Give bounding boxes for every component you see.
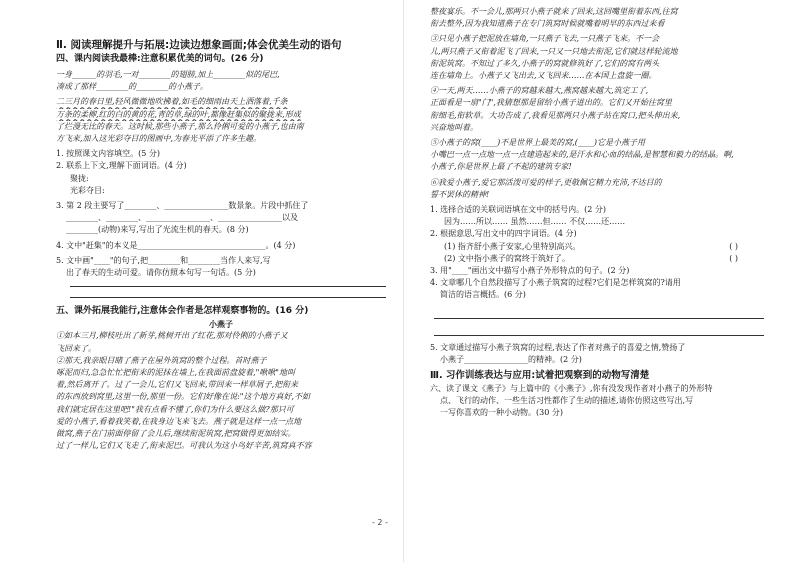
- right-column: [410, 0, 794, 562]
- question-3-line: ________、________、________________、________________以及: [66, 213, 298, 223]
- part-6-prompt-line: 点、飞行的动作、一些生活习性都作了生动的描述,请你仿照这些写出,写: [440, 396, 694, 406]
- story-line: 的东西放到窝里,这里一份,那里一份。它们好像在说:"这个地方真好,不如: [56, 392, 311, 402]
- right-question-4: 4. 文章哪几个自然段描写了小燕子筑窝的过程?它们是怎样筑窝的?请用: [430, 278, 681, 288]
- part-4-title: 四、课内阅读我最棒:注意积累优美的词句。(26 分): [56, 54, 264, 64]
- passage-line: 方飞来,加入这光彩夺目的图画中,为春光平添了许多生趣。: [56, 134, 262, 144]
- story-line: 衔细毛,衔软草。大功告成了,我看见那两只小燕子站在窝口,把头伸出来,: [430, 110, 681, 120]
- story-line: ①如本三月,柳枝吐出了新芽,桃树开出了红花,那对伶俐的小燕子又: [56, 331, 288, 341]
- passage-line: 万条的柔柳,红的白的黄的花,青的草,绿的叶,都像赶集似的聚拢来,形成: [56, 109, 301, 119]
- answer-line[interactable]: [70, 286, 386, 287]
- part-5-title: 五、课外拓展我能行,注意体会作者是怎样观察事物的。(16 分): [56, 306, 309, 317]
- question-4: 4. 文中"赶集"的本义是________________________________。(4 分): [56, 240, 296, 250]
- story-line: 做窝,燕子在门前面停留了会儿后,继续衔泥筑窝,把窝做得更加结实。: [56, 429, 296, 439]
- question-2-word-1: 聚拢:: [70, 173, 89, 183]
- story-line: 儿,两只燕子又衔着泥飞了回来,一只又一只地去衔泥,它们就这样轮流地: [430, 46, 678, 56]
- story-line: 连在墙角上。小燕子又飞出去,又飞回来……在本国上盘旋一圈。: [430, 71, 657, 81]
- story-line: 衔去整外,因为我知道燕子在专门筑窝时候就嘴着明早的东西过来看: [430, 19, 665, 29]
- story-line: 爱的小燕子,看着我笑着,在我身边飞来飞去。燕子就是这样一点一点地: [56, 416, 302, 426]
- story-line: ⑥我爱小燕子,爱它那活泼可爱的样子,更敬佩它精力充沛,不达目的: [430, 177, 662, 187]
- story-line: 正面看是一扇"门",我猜想那是留给小燕子进出的。它们又开始往窝里: [430, 98, 672, 108]
- story-line: 飞回来了。: [56, 343, 96, 353]
- story-line: ④一天,两天……小燕子的窝越来越大,燕窝越来越大,筑定工了,: [430, 86, 649, 96]
- question-5-line: 出了春天的生动可爱。请你仿照本句写一句话。(5 分): [66, 268, 256, 278]
- question-2-item-b: (2) 文中指小燕子的窝终于筑好了。: [444, 253, 570, 263]
- question-2-word-2: 光彩夺目:: [70, 185, 105, 195]
- story-line: 兴奋地叫着。: [430, 122, 478, 132]
- right-question-3: 3. 用"____"画出文中描写小燕子外形特点的句子。(2 分): [430, 266, 630, 276]
- story-line: 整夜宴乐。不一会儿,那两只小燕子就来了回来,这回嘴里衔着东西,往窝: [430, 7, 678, 16]
- passage-line: 凑成了那样________的________的小燕子。: [56, 82, 208, 92]
- story-line: 小嘴巴一点一点地一点一点建造起来的,是汗水和心血的结晶,是智慧和毅力的结晶。啊,: [430, 150, 734, 160]
- right-question-5: 5. 文章通过描写小燕子筑窝的过程,表达了作者对燕子的喜爱之情,赞扬了: [430, 342, 686, 352]
- passage-line: 二三月的春日里,轻风微微地吹拂着,如毛的细雨由天上洒落着,千条: [56, 97, 288, 107]
- column-divider: [403, 0, 404, 562]
- story-line: ③只见小燕子把泥放在墙角,一只燕子飞去,一只燕子飞来。不一会: [430, 34, 660, 44]
- section-3-title: Ⅲ. 习作训练表达与应用:试着把观察到的动物写清楚: [430, 370, 650, 382]
- question-2-item-a-row: [430, 241, 768, 253]
- passage-line: 一身______的羽毛,一对________的翅膀,加上________似的尾巴,: [56, 70, 280, 79]
- question-3-line: ________(动物)来写,写出了光流生机的春天。(8 分): [66, 225, 249, 235]
- right-question-1: 1. 选择合适的关联词语填在文中的括号内。(2 分): [430, 205, 607, 215]
- story-line: ⑤小燕子的窝(____)不是世界上最美的窝,(____)它是小燕子用: [430, 138, 646, 148]
- story-line: 誓不罢休的精神!: [430, 189, 490, 199]
- part-6-prompt: 六、读了课文《燕子》与上篇中的《小燕子》,你有没发现作者对小燕子的外形特: [430, 384, 713, 394]
- passage-line: 了烂漫无比的春天。这时候,那些小燕子,那么伶俐可爱的小燕子,也由南: [56, 121, 304, 131]
- story-line: 衔泥筑窝。不知过了多久,小燕子的窝就修筑好了,它们的窝有两头: [430, 58, 660, 68]
- question-1: 1. 按照课文内容填空。(5 分): [56, 149, 161, 159]
- question-3: 3. 第 2 段主要写了________、________________数景象。片段中抓住了: [56, 201, 309, 211]
- question-5: 5. 文中画"____"的句子,把________和________当作人来写,写: [56, 255, 271, 265]
- right-question-5-line: 小燕子________________的精神。(2 分): [440, 354, 582, 364]
- part-6-prompt-line: 一写你喜欢的一种小动物。(30 分): [440, 408, 563, 418]
- section-2-title: Ⅱ. 阅读理解提升与拓展:边读边想象画面;体会优美生动的语句: [56, 39, 342, 51]
- right-question-2: 2. 根据意思,写出文中的四字词语。(4 分): [430, 229, 577, 239]
- story-line: 我们就定居在这里吧!"我有点看不懂了,你们为什么要这么做?那只可: [56, 404, 294, 414]
- story-line: 着,然后离开了。过了一会儿,它们又飞回来,带回来一样草屑子,把衔来: [56, 380, 299, 390]
- page-number: - 2 -: [372, 518, 388, 527]
- story-line: 小燕子,你是世界上最了不起的建筑专家!: [430, 162, 572, 172]
- story-line: 过了一样儿,它们又飞走了,衔来泥巴。可我认为这小鸟好辛苦,筑窝真不容: [56, 441, 312, 451]
- question-2: 2. 联系上下文,理解下面词语。(4 分): [56, 161, 187, 171]
- answer-line[interactable]: [70, 297, 386, 298]
- answer-line[interactable]: [434, 335, 764, 336]
- question-2-item-b-row: [430, 253, 768, 265]
- question-2-item-a: (1) 指齐舒小燕子安家,心里特别高兴。: [444, 241, 581, 251]
- conjunction-options: 因为……所以…… 虽然……但…… 不仅……还……: [444, 217, 626, 227]
- answer-line[interactable]: [434, 318, 764, 319]
- story-line: 啄泥而归,急急忙忙把衔来的泥抹在墙上,在我面前盘旋着,"啾啾"地叫: [56, 368, 295, 378]
- right-question-4-line: 简洁的语言概括。(6 分): [440, 290, 526, 300]
- story-line: ②那天,我亲眼目睹了燕子在屋外筑窝的整个过程。首时燕子: [56, 355, 267, 365]
- answer-bracket[interactable]: ( ): [729, 253, 738, 263]
- story-title: 小燕子: [209, 319, 233, 330]
- answer-bracket[interactable]: ( ): [729, 241, 738, 251]
